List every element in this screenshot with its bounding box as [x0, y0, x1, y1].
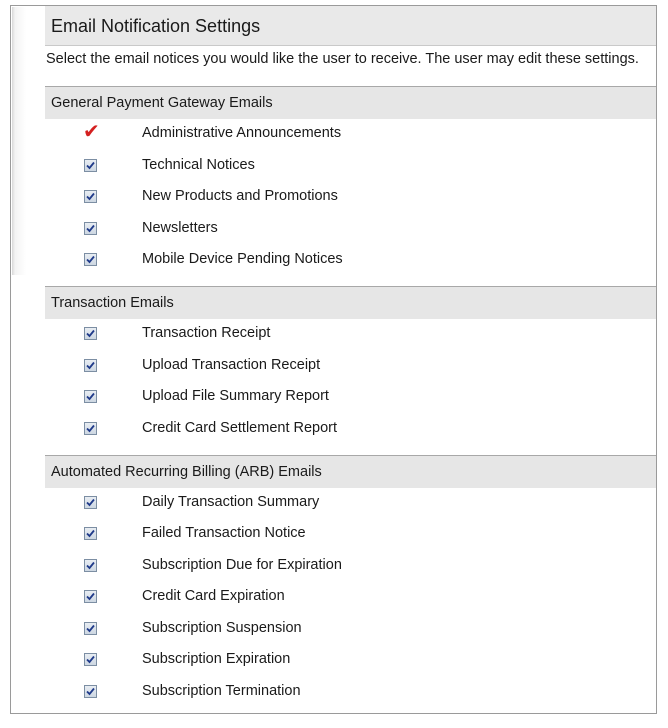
option-row-credit-card-expiration[interactable] — [45, 582, 656, 612]
section-header-transaction — [45, 286, 656, 319]
page-title: Email Notification Settings — [51, 16, 261, 36]
checkbox[interactable] — [84, 590, 97, 603]
option-row-failed-transaction-notice[interactable] — [45, 519, 656, 549]
checkbox[interactable] — [84, 253, 97, 266]
checkbox[interactable] — [84, 685, 97, 698]
option-row-transaction-receipt[interactable] — [45, 319, 656, 349]
option-label: Mobile Device Pending Notices — [142, 251, 343, 267]
option-label: Subscription Expiration — [142, 651, 291, 667]
checkbox[interactable] — [84, 190, 97, 203]
checkbox[interactable] — [84, 496, 97, 509]
option-row-upload-file-summary[interactable] — [45, 382, 656, 412]
option-row-technical-notices[interactable] — [45, 151, 656, 181]
checkbox[interactable] — [84, 327, 97, 340]
checkbox[interactable] — [84, 159, 97, 172]
option-label: Administrative Announcements — [142, 125, 342, 141]
red-checkmark-icon[interactable]: ✔ — [83, 119, 100, 143]
option-label: Technical Notices — [142, 157, 255, 173]
option-row-subscription-due-expiration[interactable] — [45, 551, 656, 581]
checkbox[interactable] — [84, 653, 97, 666]
option-label: Subscription Suspension — [142, 620, 302, 636]
option-label: Credit Card Expiration — [142, 588, 285, 604]
intro-text: Select the email notices you would like the user to receive. The user may edit these settings. — [46, 51, 639, 67]
option-row-administrative-announcements[interactable] — [45, 119, 656, 149]
panel-header — [45, 6, 656, 46]
checkbox[interactable] — [84, 359, 97, 372]
checkbox[interactable] — [84, 222, 97, 235]
section-header-arb — [45, 455, 656, 488]
option-label: Daily Transaction Summary — [142, 494, 320, 510]
option-label: Subscription Termination — [142, 683, 301, 699]
section-header-general — [45, 86, 656, 119]
option-row-upload-transaction-receipt[interactable] — [45, 351, 656, 381]
option-label: Credit Card Settlement Report — [142, 420, 338, 436]
option-row-daily-transaction-summary[interactable] — [45, 488, 656, 518]
checkbox[interactable] — [84, 422, 97, 435]
option-row-subscription-termination[interactable] — [45, 677, 656, 707]
section-title: Transaction Emails — [51, 295, 174, 311]
section-title: Automated Recurring Billing (ARB) Emails — [51, 464, 322, 480]
option-row-mobile-device-pending[interactable] — [45, 245, 656, 275]
section-title: General Payment Gateway Emails — [51, 95, 273, 111]
checkbox[interactable] — [84, 527, 97, 540]
checkbox[interactable] — [84, 622, 97, 635]
option-row-newsletters[interactable] — [45, 214, 656, 244]
option-label: Upload Transaction Receipt — [142, 357, 321, 373]
option-label: Transaction Receipt — [142, 325, 271, 341]
option-row-subscription-expiration[interactable] — [45, 645, 656, 675]
option-row-subscription-suspension[interactable] — [45, 614, 656, 644]
option-label: New Products and Promotions — [142, 188, 338, 204]
left-shadow-decoration — [12, 7, 42, 275]
option-row-new-products[interactable] — [45, 182, 656, 212]
option-label: Failed Transaction Notice — [142, 525, 306, 541]
email-notification-settings-panel — [10, 5, 657, 714]
option-label: Newsletters — [142, 220, 218, 236]
checkbox[interactable] — [84, 390, 97, 403]
checkbox[interactable] — [84, 559, 97, 572]
option-label: Upload File Summary Report — [142, 388, 329, 404]
option-label: Subscription Due for Expiration — [142, 557, 342, 573]
option-row-credit-card-settlement[interactable] — [45, 414, 656, 444]
